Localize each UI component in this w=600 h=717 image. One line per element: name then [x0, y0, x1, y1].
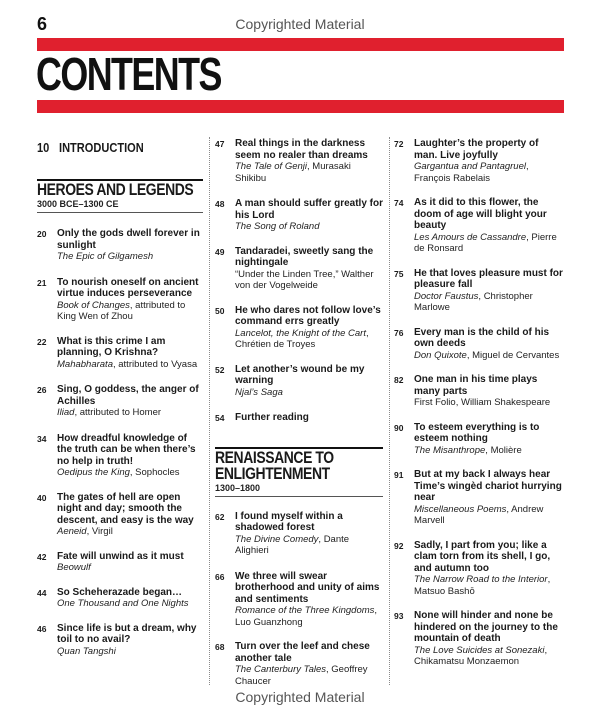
- entry-source: [414, 291, 564, 314]
- entry-work: Don Quixote: [414, 349, 467, 361]
- toc-entry[interactable]: [394, 469, 564, 527]
- entry-page: 10: [37, 140, 50, 155]
- entry-page: 90: [394, 422, 404, 433]
- entry-title: None will hinder and none be hindered on the journey to the mountain of death: [414, 610, 558, 644]
- entry-author: “Under the Linden Tree,” Walther von der Vogelweide: [235, 268, 374, 291]
- entry-work: The Divine Comedy: [235, 533, 319, 545]
- introduction-entry[interactable]: [37, 140, 203, 155]
- entry-author: , Miguel de Cervantes: [466, 349, 560, 361]
- section-dates: 3000 BCE–1300 CE: [37, 199, 119, 209]
- entry-title: Let another’s wound be my warning: [235, 363, 365, 386]
- column-divider: [389, 137, 390, 685]
- entry-author: , Chrétien de Troyes: [235, 327, 369, 350]
- contents-column-2: [215, 136, 383, 687]
- toc-entry[interactable]: [215, 138, 383, 184]
- entry-source: [235, 161, 383, 184]
- entry-work: The Misanthrope: [414, 444, 486, 456]
- entry-title: Only the gods dwell forever in sunlight: [57, 228, 200, 251]
- toc-entry[interactable]: [215, 198, 383, 233]
- section-rule: [215, 496, 383, 497]
- toc-entry[interactable]: [215, 246, 383, 292]
- entry-title: What is this crime I am planning, O Krishna?: [57, 335, 166, 358]
- entry-author: , Sophocles: [129, 467, 180, 478]
- entry-work: Iliad: [57, 407, 75, 418]
- section-title: HEROES AND LEGENDS: [37, 180, 194, 199]
- entry-page: 34: [37, 433, 47, 444]
- entry-source: [414, 161, 564, 184]
- entry-title: Since life is but a dream, why toil to no avail?: [57, 622, 197, 645]
- entry-title: So Scheherazade began…: [57, 586, 183, 598]
- entry-author: , Dante Alighieri: [235, 533, 350, 556]
- entry-title: Turn over the leef and chese another tale: [235, 641, 370, 664]
- section-title-line-1: RENAISSANCE TO: [215, 447, 334, 467]
- entry-title: A man should suffer greatly for his Lord: [235, 198, 383, 221]
- section-renaissance-to-enlightenment: [215, 447, 383, 497]
- entry-title: He who dares not follow love’s command errs greatly: [235, 304, 381, 327]
- entry-author: , Christopher Marlowe: [414, 290, 533, 313]
- entry-work: Beowulf: [57, 562, 91, 573]
- toc-entry[interactable]: [37, 433, 203, 479]
- entry-title: Every man is the child of his own deeds: [414, 326, 550, 349]
- entry-source: [57, 646, 203, 658]
- entry-source: [414, 397, 564, 409]
- entry-title: One man in his time plays many parts: [414, 374, 538, 397]
- red-bar-bottom: [37, 100, 564, 113]
- entry-author: , François Rabelais: [414, 161, 529, 184]
- entry-page: 40: [37, 492, 47, 503]
- toc-entry[interactable]: [37, 587, 203, 610]
- entry-work: Mahabharata: [57, 358, 113, 370]
- entry-title: The gates of hell are open night and day; smooth the descent, and easy is the way: [57, 491, 194, 526]
- toc-entry[interactable]: [37, 228, 203, 263]
- entry-title: INTRODUCTION: [59, 140, 145, 155]
- entry-source: [235, 269, 383, 292]
- entry-source: [57, 467, 203, 479]
- toc-entry[interactable]: [215, 571, 383, 629]
- toc-entry[interactable]: [394, 327, 564, 362]
- entry-work: The Tale of Genji: [235, 161, 307, 172]
- entry-source: [57, 407, 203, 419]
- entry-author: , attributed to Homer: [74, 407, 162, 418]
- column-divider: [209, 137, 210, 685]
- entry-author: , Murasaki Shikibu: [235, 161, 351, 184]
- entry-page: 91: [394, 470, 404, 480]
- page-number: 6: [37, 14, 48, 34]
- entry-author: , Andrew Marvell: [414, 503, 544, 526]
- entry-title: Tandaradei, sweetly sang the nightingale: [235, 245, 374, 268]
- entry-source: [414, 574, 564, 597]
- toc-entry[interactable]: [394, 138, 564, 184]
- toc-entry[interactable]: [215, 412, 383, 424]
- entry-work: The Narrow Road to the Interior: [414, 574, 548, 585]
- entry-work: Quan Tangshi: [57, 645, 116, 657]
- entry-page: 44: [37, 587, 47, 598]
- entry-author: , Chikamatsu Monzaemon: [414, 644, 548, 667]
- entry-page: 82: [394, 375, 404, 385]
- entry-source: [414, 232, 564, 255]
- entry-page: 47: [215, 139, 225, 149]
- entry-source: [414, 445, 564, 457]
- entry-title: To esteem everything is to esteem nothing: [414, 421, 540, 444]
- entry-page: 76: [394, 327, 404, 338]
- copyright-watermark-bottom: Copyrighted Material: [235, 689, 365, 705]
- entry-source: [235, 534, 383, 557]
- entry-author: , Matsuo Bashō: [414, 574, 551, 597]
- toc-entry[interactable]: [37, 623, 203, 658]
- section-heroes-and-legends: [37, 179, 203, 213]
- entry-work: Lancelot, the Knight of the Cart: [235, 327, 366, 339]
- entry-title: Sadly, I part from you; like a clam torn from its shell, I go, and autumn too: [414, 539, 551, 574]
- entry-work: The Love Suicides at Sonezaki: [414, 644, 545, 656]
- entry-page: 48: [215, 199, 225, 209]
- toc-entry[interactable]: [37, 551, 203, 574]
- entry-work: Gargantua and Pantagruel: [414, 161, 526, 172]
- entry-title: We three will swear brotherhood and unity of aims and sentiments: [235, 570, 380, 605]
- entry-page: 93: [394, 611, 404, 621]
- entry-page: 92: [394, 540, 404, 551]
- toc-entry[interactable]: [394, 540, 564, 598]
- entry-work: Book of Changes: [57, 299, 130, 311]
- entry-source: [235, 221, 383, 233]
- entry-work: Miscellaneous Poems: [414, 503, 507, 515]
- entry-page: 66: [215, 571, 225, 582]
- section-title-line-2: ENLIGHTENMENT: [215, 463, 330, 483]
- copyright-watermark-top: Copyrighted Material: [235, 16, 365, 32]
- entry-page: 21: [37, 277, 47, 288]
- entry-page: 50: [215, 305, 225, 316]
- entry-work: Oedipus the King: [57, 467, 130, 478]
- entry-author: , attributed to Vyasa: [112, 358, 198, 370]
- entry-work: The Epic of Gilgamesh: [57, 251, 154, 262]
- entry-author: , Virgil: [86, 526, 113, 537]
- entry-source: [235, 605, 383, 628]
- entry-title: Further reading: [235, 412, 309, 423]
- entry-work: Doctor Faustus: [414, 290, 479, 302]
- entry-title: As it did to this flower, the doom of age will blight your beauty: [414, 197, 547, 231]
- entry-page: 20: [37, 229, 47, 239]
- entry-author: , Geoffrey Chaucer: [235, 664, 368, 687]
- entry-source: [57, 562, 203, 574]
- toc-entry[interactable]: [394, 610, 564, 668]
- entry-work: Romance of the Three Kingdoms: [235, 605, 375, 616]
- entry-title: How dreadful knowledge of the truth can be when there’s no help in truth!: [57, 432, 196, 467]
- entry-page: 52: [215, 364, 225, 375]
- entry-title: But at my back I always hear Time’s wingèd chariot hurrying near: [414, 469, 562, 503]
- entry-page: 75: [394, 268, 404, 279]
- entry-title: To nourish oneself on ancient virtue induces perseverance: [57, 276, 199, 299]
- entry-work: The Canterbury Tales: [235, 664, 327, 675]
- contents-column-1: [37, 136, 203, 657]
- entry-source: [57, 598, 203, 610]
- toc-entry[interactable]: [37, 336, 203, 371]
- entry-page: 74: [394, 198, 404, 208]
- entry-title: Real things in the darkness seem no realer than dreams: [235, 138, 368, 161]
- entry-source: [57, 359, 203, 371]
- entry-source: [414, 350, 564, 362]
- entry-title: Laughter’s the property of man. Live joyfully: [414, 138, 539, 161]
- toc-entry[interactable]: [394, 374, 564, 409]
- section-rule: [37, 212, 203, 213]
- entry-page: 68: [215, 642, 225, 652]
- entry-work: The Song of Roland: [235, 221, 320, 232]
- entry-author: , attributed to King Wen of Zhou: [57, 299, 186, 322]
- toc-entry[interactable]: [394, 422, 564, 457]
- entry-page: 42: [37, 551, 47, 562]
- entry-author: , Luo Guanzhong: [235, 605, 378, 628]
- entry-source: [57, 300, 203, 323]
- page-title: CONTENTS: [36, 48, 221, 100]
- entry-work: Aeneid: [57, 526, 87, 537]
- entry-source: [235, 387, 383, 399]
- toc-entry[interactable]: [394, 197, 564, 255]
- section-dates: 1300–1800: [215, 482, 261, 493]
- toc-entry[interactable]: [37, 277, 203, 323]
- toc-entry[interactable]: [37, 384, 203, 419]
- contents-column-3: [394, 136, 564, 668]
- entry-page: 49: [215, 246, 225, 257]
- entry-work: Njal’s Saga: [235, 386, 283, 398]
- entry-title: I found myself within a shadowed forest: [235, 510, 343, 533]
- entry-author: , Pierre de Ronsard: [414, 231, 557, 254]
- entry-source: [414, 504, 564, 527]
- entry-title: Sing, O goddess, the anger of Achilles: [57, 384, 199, 407]
- entry-page: 62: [215, 511, 225, 522]
- entry-page: 54: [215, 413, 225, 423]
- entry-source: [57, 526, 203, 538]
- toc-entry[interactable]: [215, 364, 383, 399]
- entry-author: First Folio, William Shakespeare: [414, 397, 551, 408]
- entry-author: , Molière: [485, 444, 522, 456]
- entry-source: [235, 664, 383, 687]
- entry-source: [235, 328, 383, 351]
- toc-entry[interactable]: [37, 492, 203, 538]
- toc-entry[interactable]: [215, 305, 383, 351]
- toc-entry[interactable]: [215, 511, 383, 557]
- entry-title: Fate will unwind as it must: [57, 550, 184, 562]
- toc-entry[interactable]: [394, 268, 564, 314]
- entry-work: One Thousand and One Nights: [57, 598, 189, 609]
- entry-page: 22: [37, 336, 47, 347]
- entry-page: 72: [394, 139, 404, 149]
- toc-entry[interactable]: [215, 641, 383, 687]
- entry-page: 26: [37, 385, 47, 395]
- entry-title: He that loves pleasure must for pleasure fall: [414, 267, 563, 290]
- entry-work: Les Amours de Cassandre: [414, 231, 527, 243]
- entry-source: [414, 645, 564, 668]
- entry-source: [57, 251, 203, 263]
- entry-page: 46: [37, 623, 47, 634]
